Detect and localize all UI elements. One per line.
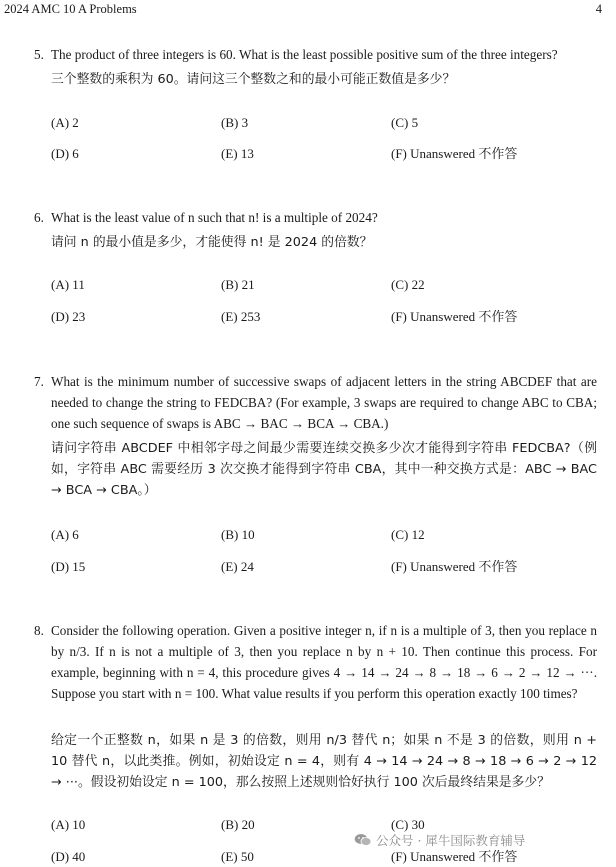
question-number: 7. bbox=[34, 374, 44, 389]
option-a[interactable]: (A) 2 bbox=[51, 115, 79, 130]
option-d[interactable]: (D) 15 bbox=[51, 559, 86, 574]
question-text-en: What is the least value of n such that n! is a multiple of 2024? bbox=[51, 210, 378, 225]
option-e[interactable]: (E) 253 bbox=[221, 309, 261, 324]
option-c[interactable]: (C) 30 bbox=[391, 817, 425, 832]
option-e[interactable]: (E) 50 bbox=[221, 849, 254, 864]
option-e[interactable]: (E) 13 bbox=[221, 146, 254, 161]
question-text-en: What is the minimum number of successive swaps of adjacent letters in the string ABCDEF that are needed to change the string to FEDCBA? (For example, 3 swaps are required to change ABC to CBA; one such sequence of swaps is ABC → BAC → BCA → CBA.) bbox=[51, 374, 597, 431]
page-header bbox=[0, 0, 616, 20]
option-d[interactable]: (D) 23 bbox=[51, 309, 86, 324]
option-b[interactable]: (B) 21 bbox=[221, 277, 255, 292]
option-c[interactable]: (C) 22 bbox=[391, 277, 425, 292]
watermark-text: 公众号 · 犀牛国际教育辅导 bbox=[376, 833, 526, 848]
question-text-zh: 请问 n 的最小值是多少，才能使得 n! 是 2024 的倍数？ bbox=[51, 235, 373, 250]
option-d[interactable]: (D) 40 bbox=[51, 849, 86, 864]
page-number: 4 bbox=[595, 2, 602, 16]
question-text-zh: 给定一个正整数 n，如果 n 是 3 的倍数，则用 n/3 替代 n；如果 n 不是 3 的倍数，则用 n + 10 替代 n，以此类推。例如，初始设定 n = 4，则有 4 → 14 → 24 → 8 → 18 → 6 → 2 → 12 → ···。假设初始设定 n = 100，那么按照上述规则恰好执行 100 次后最终结果是多少？ bbox=[51, 733, 597, 790]
option-d[interactable]: (D) 6 bbox=[51, 146, 79, 161]
option-f-unanswered[interactable]: (F) Unanswered 不作答 bbox=[391, 559, 518, 574]
option-a[interactable]: (A) 10 bbox=[51, 817, 86, 832]
question-text-zh: 三个整数的乘积为 60。请问这三个整数之和的最小可能正数值是多少？ bbox=[51, 72, 456, 87]
option-f-unanswered[interactable]: (F) Unanswered 不作答 bbox=[391, 849, 518, 864]
option-a[interactable]: (A) 6 bbox=[51, 527, 79, 542]
option-b[interactable]: (B) 20 bbox=[221, 817, 255, 832]
option-f-unanswered[interactable]: (F) Unanswered 不作答 bbox=[391, 146, 518, 161]
question-number: 8. bbox=[34, 623, 44, 638]
option-e[interactable]: (E) 24 bbox=[221, 559, 254, 574]
question-text-en: Consider the following operation. Given a positive integer n, if n is a multiple of 3, then you replace n by n/3. If n is not a multiple of 3, then you replace n by n + 10. Then continue this process. For example, beginning with n = 4, this procedure gives 4 → 14 → 24 → 8 → 18 → 6 → 2 → 12 → ···. Suppose you start with n = 100. What value results if you perform this operation exactly 100 times? bbox=[51, 623, 597, 701]
option-c[interactable]: (C) 5 bbox=[391, 115, 419, 130]
question-text-zh: 请问字符串 ABCDEF 中相邻字母之间最少需要连续交换多少次才能得到字符串 FEDCBA?（例如，字符串 ABC 需要经历 3 次交换才能得到字符串 CBA，其中一种交换方式是：ABC → BAC → BCA → CBA。） bbox=[51, 441, 597, 498]
wechat-icon bbox=[354, 833, 372, 847]
page-header-title: 2024 AMC 10 A Problems bbox=[4, 2, 137, 16]
question-text-en: The product of three integers is 60. What is the least possible positive sum of the three integers? bbox=[51, 47, 558, 62]
option-a[interactable]: (A) 11 bbox=[51, 277, 85, 292]
question-number: 6. bbox=[34, 210, 44, 225]
watermark bbox=[354, 831, 525, 849]
option-f-unanswered[interactable]: (F) Unanswered 不作答 bbox=[391, 309, 518, 324]
option-c[interactable]: (C) 12 bbox=[391, 527, 425, 542]
question-number: 5. bbox=[34, 47, 44, 62]
option-b[interactable]: (B) 3 bbox=[221, 115, 249, 130]
option-b[interactable]: (B) 10 bbox=[221, 527, 255, 542]
